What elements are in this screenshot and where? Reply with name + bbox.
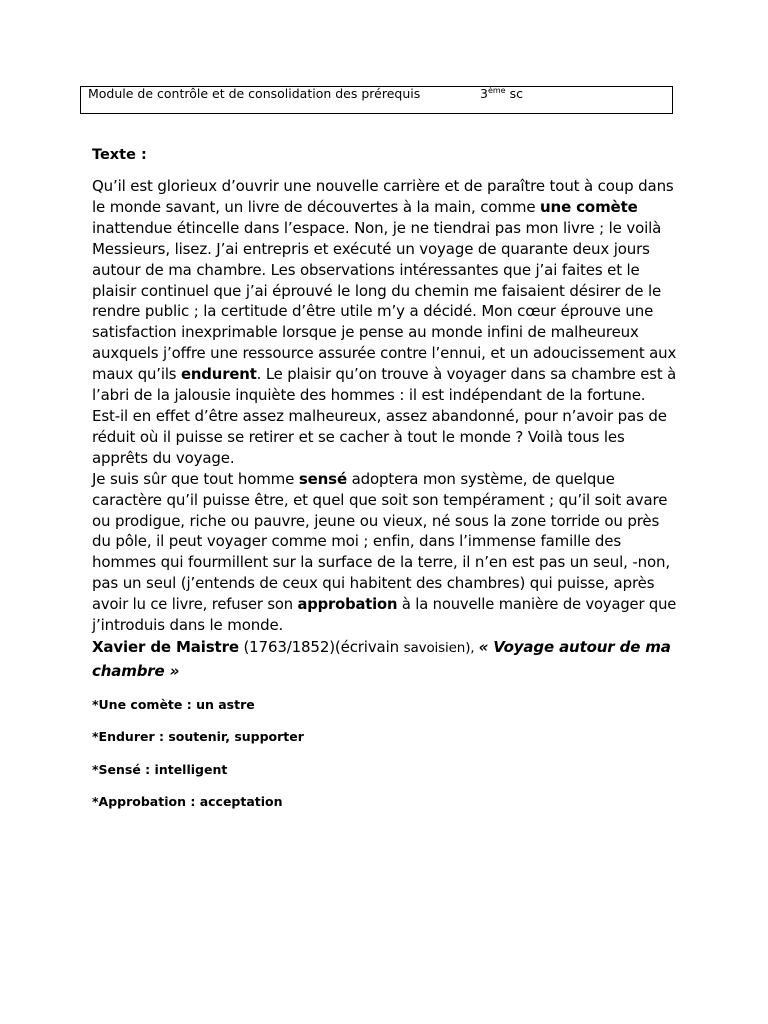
text-segment: plaisir continuel que j’ai éprouvé le long du chemin me faisaient désirer de le — [92, 281, 662, 300]
text-line — [92, 427, 682, 448]
text-segment: inattendue étincelle dans l’espace. Non, je ne tiendrai pas mon livre ; le voilà — [92, 218, 662, 237]
text-segment: pas un seul (j’entends de ceux qui habitent des chambres) qui puisse, après — [92, 574, 655, 593]
text-line — [92, 364, 676, 385]
bold-word: sensé — [298, 469, 347, 488]
text-line — [92, 301, 682, 322]
text-line — [92, 406, 682, 427]
attribution-line-1 — [92, 636, 682, 660]
bold-word: une comète — [540, 197, 638, 216]
text-line — [92, 573, 682, 594]
text-segment: j’introduis dans le monde. — [92, 616, 284, 635]
author-origin: savoisien), — [403, 639, 479, 656]
text-segment: Je suis sûr que tout homme — [92, 469, 299, 488]
text-segment: . Le plaisir qu’on trouve à voyager dans sa chambre est à — [256, 365, 677, 384]
header-box — [80, 86, 673, 114]
text-segment: Qu’il est glorieux d’ouvrir une nouvelle carrière et de paraître tout à coup dans — [92, 177, 674, 195]
text-segment: apprêts du voyage. — [92, 448, 235, 467]
text-segment: rendre public ; la certitude d’être utile m’y a décidé. Mon cœur éprouve une — [92, 302, 654, 321]
text-line — [92, 594, 677, 615]
text-line — [92, 176, 682, 197]
text-segment: ou prodigue, riche ou pauvre, jeune ou vieux, né sous la zone torride ou près — [92, 511, 660, 530]
text-segment: autour de ma chambre. Les observations intéressantes que j’ai faites et le — [92, 260, 640, 279]
work-title-part-2: chambre » — [92, 661, 180, 680]
text-segment: avoir lu ce livre, refuser son — [92, 595, 298, 614]
text-segment: réduit où il puisse se retirer et se cacher à tout le monde ? Voilà tous les — [92, 427, 625, 446]
text-segment: auxquels j’offre une ressource assurée contre l’ennui, et un adoucissement aux — [92, 344, 677, 363]
text-line — [92, 511, 682, 532]
text-segment: le monde savant, un livre de découvertes à la main, comme — [92, 197, 541, 216]
text-segment: Messieurs, lisez. J’ai entrepris et exécuté un voyage de quarante deux jours — [92, 239, 650, 258]
glossary-item: *Sensé : intelligent — [92, 761, 228, 777]
glossary-item: *Endurer : soutenir, supporter — [92, 729, 304, 745]
text-segment: adoptera mon système, de quelque — [346, 469, 615, 488]
author-name: Xavier de Maistre — [92, 637, 239, 656]
main-text — [92, 176, 682, 636]
text-line — [92, 260, 682, 281]
bold-word: endurent — [180, 365, 257, 384]
glossary-item: *Approbation : acceptation — [92, 794, 283, 810]
module-title: Module de contrôle et de consolidation des prérequis — [88, 86, 421, 101]
text-segment: du pôle, il peut voyager comme moi ; enfin, dans l’immense famille des — [92, 532, 621, 551]
text-line — [92, 197, 682, 218]
text-segment: à la nouvelle manière de voyager que — [397, 595, 677, 614]
text-line — [92, 218, 682, 239]
level-superscript: ème — [487, 86, 506, 95]
text-line — [92, 490, 682, 511]
document-body — [92, 145, 682, 827]
glossary — [92, 697, 682, 811]
attribution-line-2 — [92, 660, 682, 683]
author-dates: (1763/1852)(écrivain — [238, 637, 404, 656]
text-line — [92, 552, 682, 573]
text-segment: hommes qui fourmillent sur la surface de la terre, il n’en est pas un seul, -non, — [92, 553, 671, 572]
text-line — [92, 448, 682, 469]
bold-word: approbation — [297, 595, 398, 614]
class-level: 3ème sc — [480, 86, 523, 101]
text-line — [92, 322, 682, 343]
text-segment: Est-il en effet d’être assez malheureux, assez abandonné, pour n’avoir pas de — [92, 406, 667, 425]
text-line — [92, 615, 682, 636]
work-title-part-1: « Voyage autour de ma — [478, 637, 671, 656]
text-heading: Texte : — [92, 147, 147, 163]
text-segment: maux qu’ils — [92, 365, 181, 384]
glossary-item: *Une comète : un astre — [92, 696, 255, 712]
text-line — [92, 239, 682, 260]
text-line — [92, 469, 682, 490]
text-line — [92, 531, 682, 552]
text-segment: l’abri de la jalousie inquiète des hommes : il est indépendant de la fortune. — [92, 386, 646, 405]
text-line — [92, 281, 682, 302]
text-line — [92, 385, 682, 406]
text-line — [92, 343, 680, 364]
text-segment: satisfaction inexprimable lorsque je pense au monde infini de malheureux — [92, 323, 639, 342]
text-segment: caractère qu’il puisse être, et quel que soit son tempérament ; qu’il soit avare — [92, 490, 668, 509]
